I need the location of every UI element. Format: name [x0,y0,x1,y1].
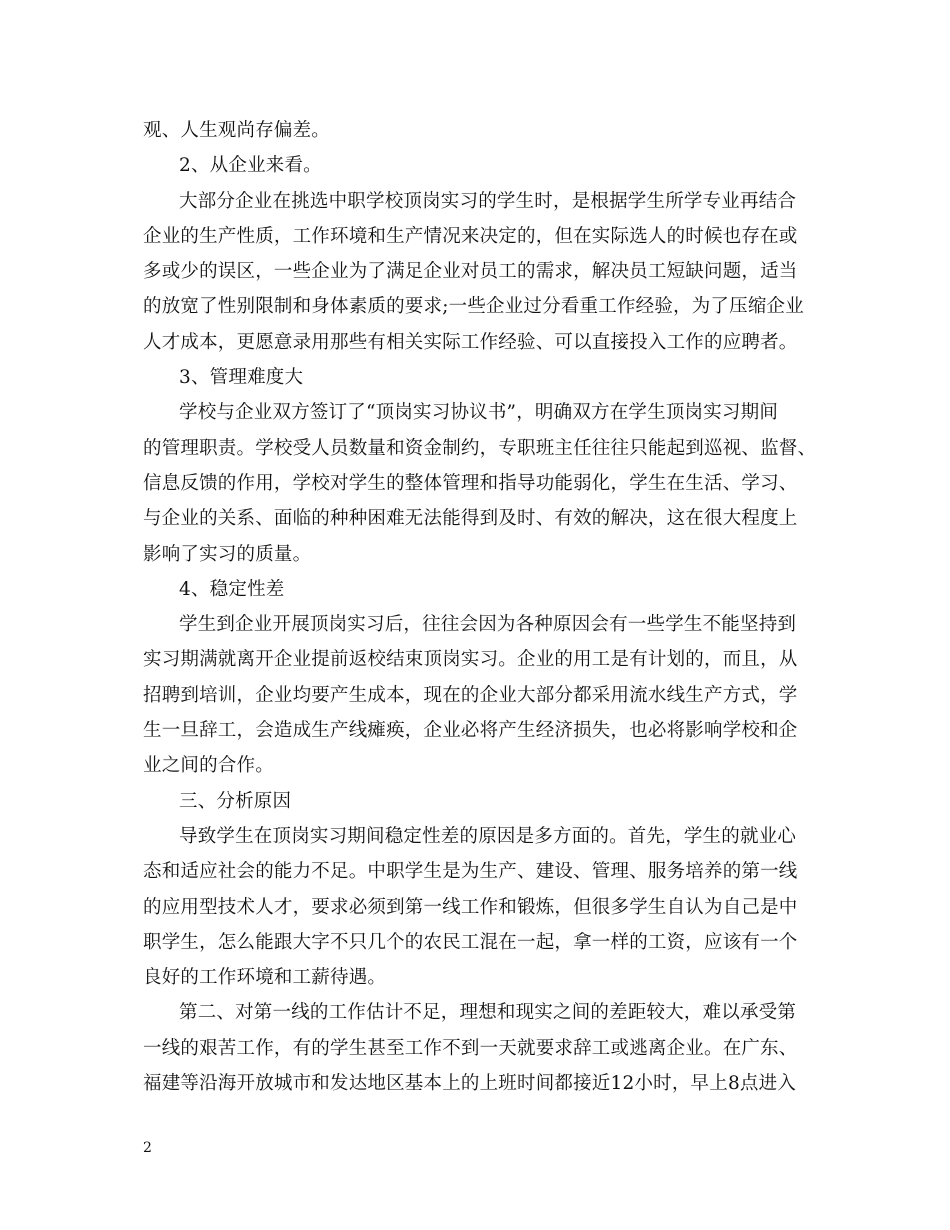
text-line: 与企业的关系、面临的种种困难无法能得到及时、有效的解决，这在很大程度上 [143,508,798,530]
text-line: 业之间的合作。 [143,755,274,777]
text-line: 生一旦辞工，会造成生产线瘫痪，企业必将产生经济损失，也必将影响学校和企 [143,720,798,742]
text-line: 企业的生产性质，工作环境和生产情况来决定的，但在实际选人的时候也存在或 [143,225,798,247]
text-line: 职学生，怎么能跟大字不只几个的农民工混在一起，拿一样的工资，应该有一个 [143,931,798,953]
body-text [143,113,828,1101]
text-line: 4、稳定性差 [179,578,285,600]
text-line: 态和适应社会的能力不足。中职学生是为生产、建设、管理、服务培养的第一线 [143,861,798,883]
page-number: 2 [143,1140,152,1156]
text-line: 一线的艰苦工作，有的学生甚至工作不到一天就要求辞工或逃离企业。在广东、 [143,1037,798,1059]
text-line: 影响了实习的质量。 [143,543,312,565]
text-line: 的管理职责。学校受人员数量和资金制约，专职班主任往往只能起到巡视、监督、 [143,437,817,459]
text-line: 福建等沿海开放城市和发达地区基本上的上班时间都接近12小时，早上8点进入 [143,1073,797,1095]
text-line: 观、人生观尚存偏差。 [143,120,331,141]
text-line: 2、从企业来看。 [179,155,322,177]
text-line: 良好的工作环境和工薪待遇。 [143,967,387,989]
text-line: 3、管理难度大 [179,367,304,389]
text-line: 第二、对第一线的工作估计不足，理想和现实之间的差距较大，难以承受第 [179,1002,797,1024]
text-line: 导致学生在顶岗实习期间稳定性差的原因是多方面的。首先，学生的就业心 [179,825,797,847]
text-line: 人才成本，更愿意录用那些有相关实际工作经验、可以直接投入工作的应聘者。 [143,331,798,353]
text-line: 三、分析原因 [179,790,292,812]
text-line: 招聘到培训，企业均要产生成本，现在的企业大部分都采用流水线生产方式，学 [143,684,798,706]
text-line: 学生到企业开展顶岗实习后，往往会因为各种原因会有一些学生不能坚持到 [179,614,797,636]
text-line: 实习期满就离开企业提前返校结束顶岗实习。企业的用工是有计划的，而且，从 [143,649,798,671]
text-line: 的放宽了性别限制和身体素质的要求;一些企业过分看重工作经验，为了压缩企业 [143,296,804,318]
text-line: 大部分企业在挑选中职学校顶岗实习的学生时，是根据学生所学专业再结合 [179,190,797,212]
text-line: 学校与企业双方签订了“顶岗实习协议书”，明确双方在学生顶岗实习期间 [179,402,779,424]
text-line: 信息反馈的作用，学校对学生的整体管理和指导功能弱化，学生在生活、学习、 [143,472,798,494]
text-line: 的应用型技术人才，要求必须到第一线工作和锻炼，但很多学生自认为自己是中 [143,896,798,918]
text-line: 多或少的误区，一些企业为了满足企业对员工的需求，解决员工短缺问题，适当 [143,261,798,283]
